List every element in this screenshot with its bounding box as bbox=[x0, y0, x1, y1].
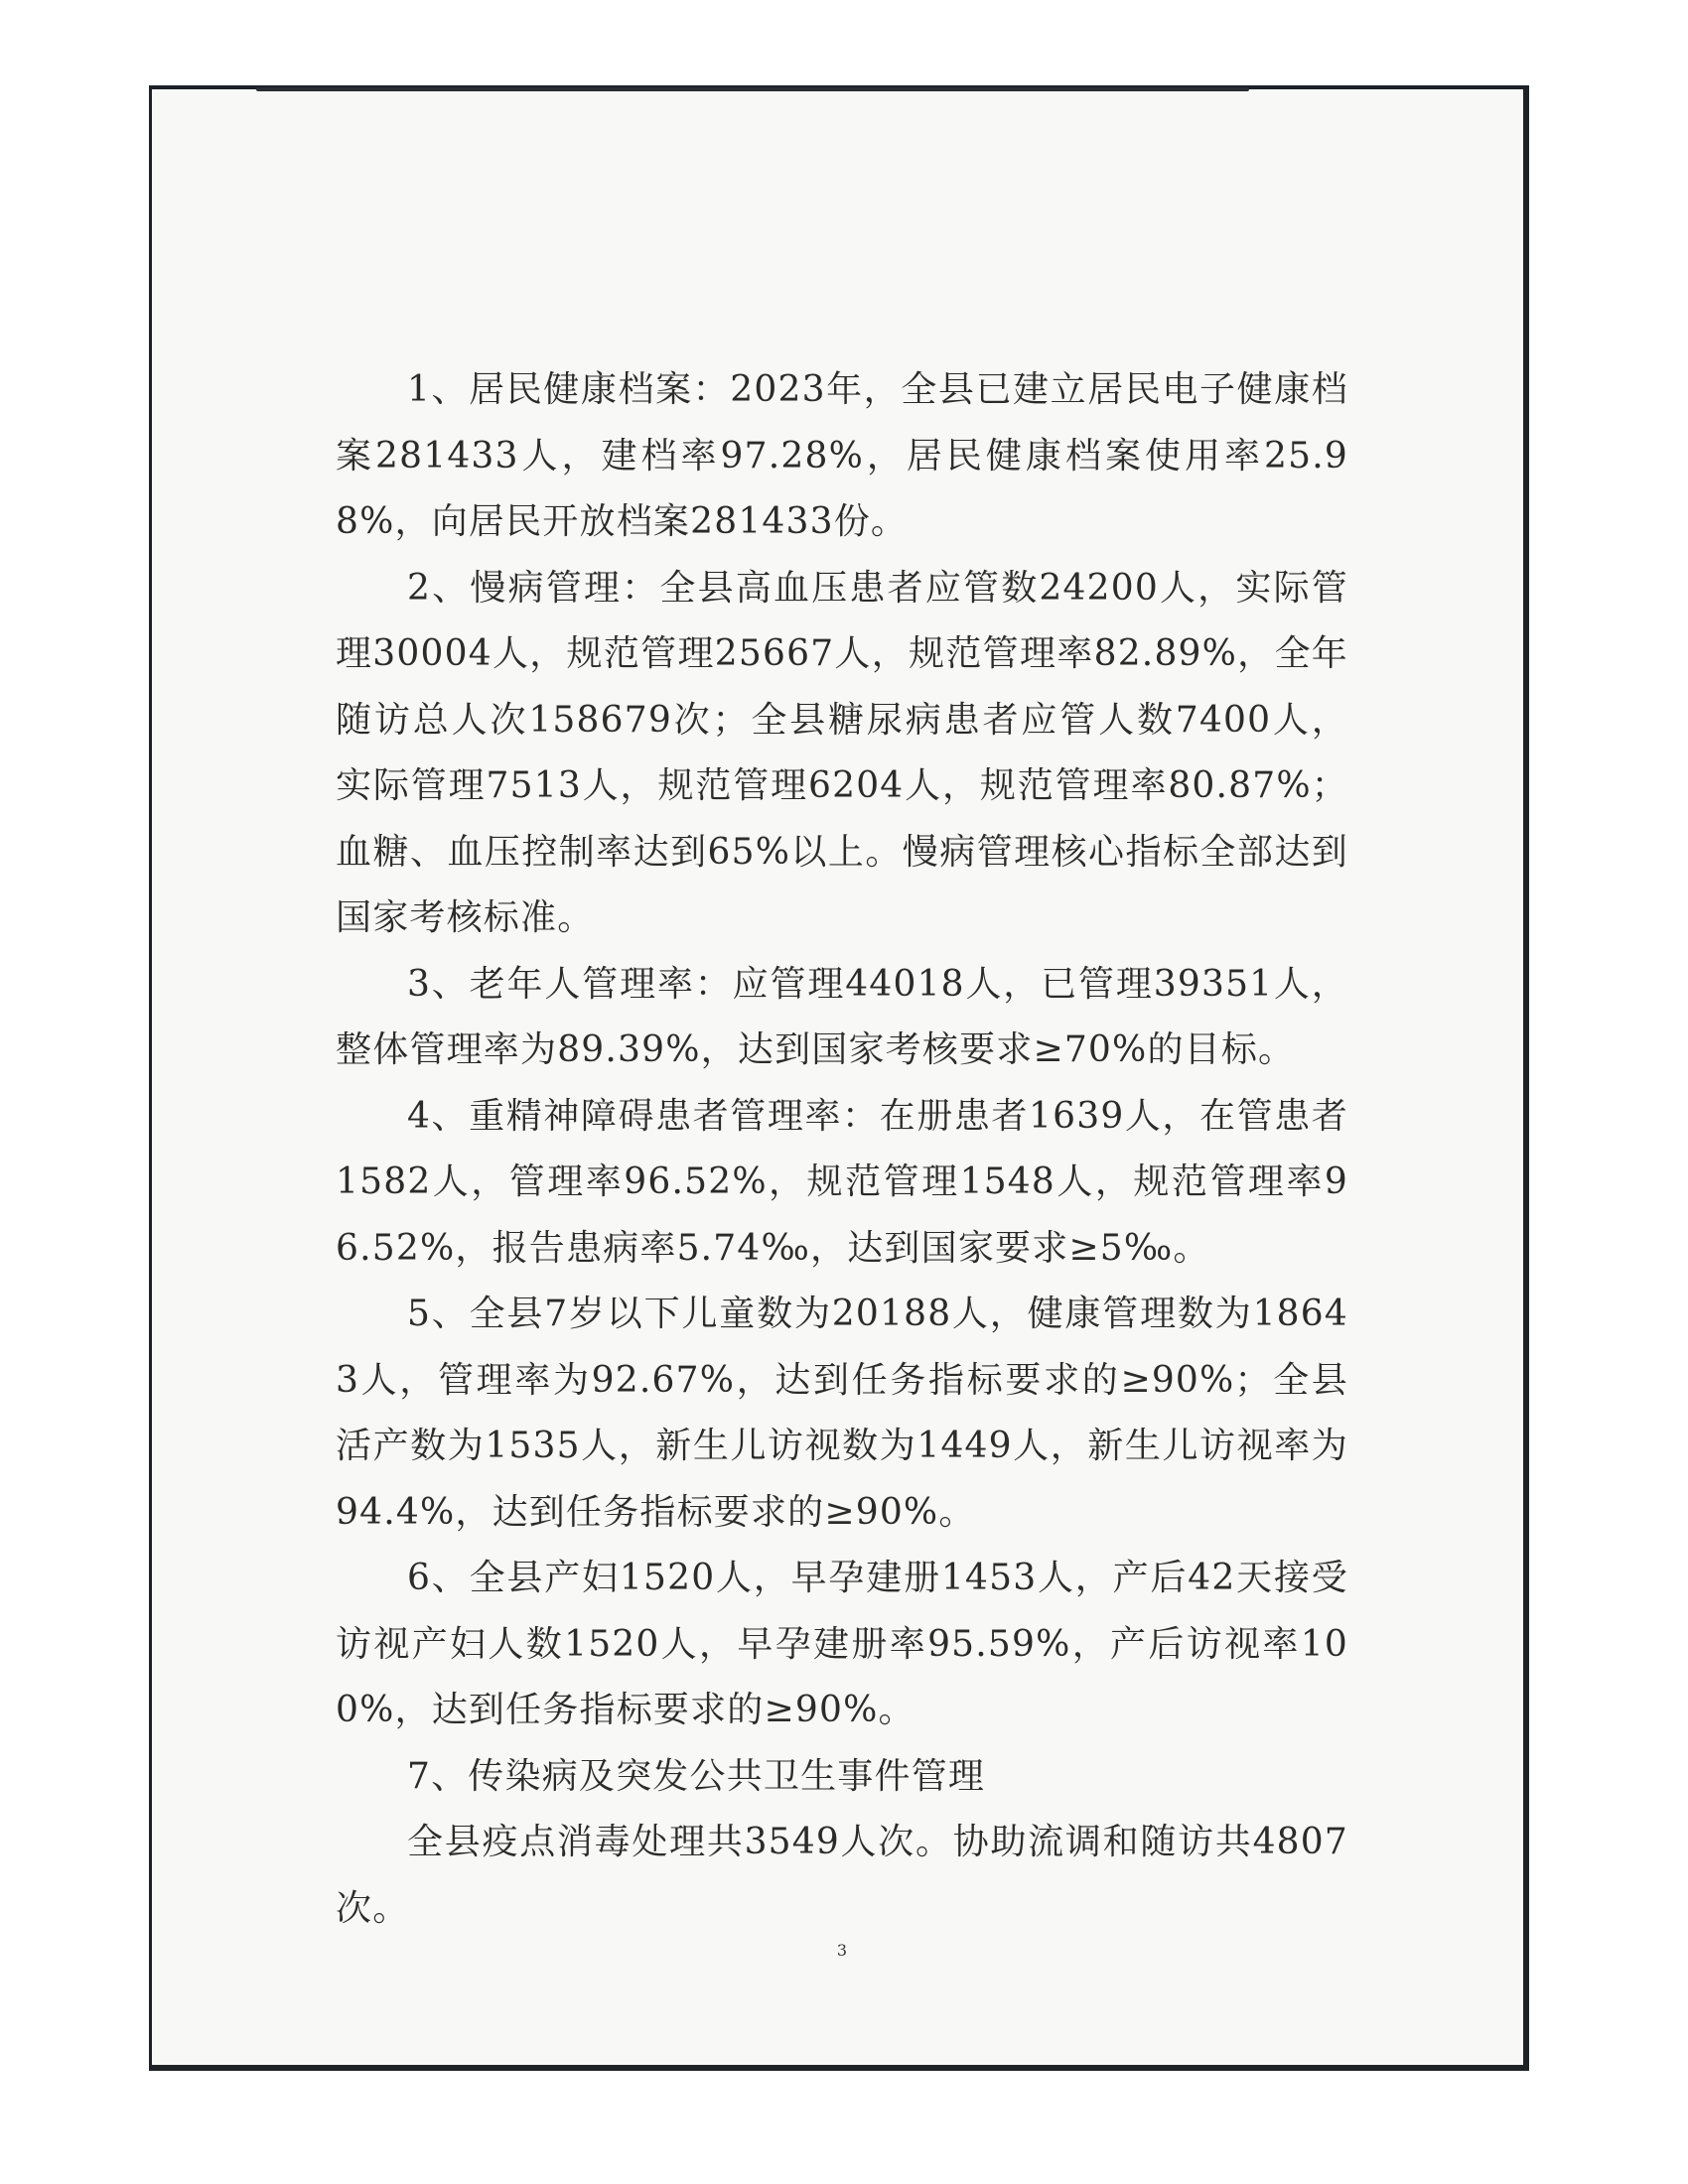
paper-top-edge bbox=[256, 87, 1249, 91]
paragraph-maternal-health: 6、全县产妇1520人，早孕建册1453人，产后42天接受访视产妇人数1520人，早孕建册率95.59%，产后访视率100%，达到任务指标要求的≥90%。 bbox=[336, 1558, 1348, 1730]
page-number: 3 bbox=[836, 1941, 848, 1960]
paragraph-child-health: 5、全县7岁以下儿童数为20188人，健康管理数为18643人，管理率为92.67%，达到任务指标要求的≥90%；全县活产数为1535人，新生儿访视数为1449人，新生儿访视率为94.4%，达到任务指标要求的≥90%。 bbox=[336, 1294, 1348, 1533]
paragraph-chronic-disease: 2、慢病管理：全县高血压患者应管数24200人，实际管理30004人，规范管理25667人，规范管理率82.89%，全年随访总人次158679次；全县糖尿病患者应管人数7400人，实际管理7513人，规范管理6204人，规范管理率80.87%；血糖、血压控制率达到65%以上。慢病管理核心指标全部达到国家考核标准。 bbox=[336, 567, 1348, 938]
paragraph-health-records: 1、居民健康档案：2023年，全县已建立居民电子健康档案281433人，建档率97.28%，居民健康档案使用率25.98%，向居民开放档案281433份。 bbox=[336, 369, 1348, 542]
paragraph-mental-disorder: 4、重精神障碍患者管理率：在册患者1639人，在管患者1582人，管理率96.52%，规范管理1548人，规范管理率96.52%，报告患病率5.74‰，达到国家要求≥5‰。 bbox=[336, 1095, 1348, 1269]
paragraph-elderly-management: 3、老年人管理率：应管理44018人，已管理39351人，整体管理率为89.39%，达到国家考核要求≥70%的目标。 bbox=[336, 963, 1348, 1070]
document-body bbox=[336, 357, 1348, 1942]
paragraph-infectious-disease-heading: 7、传染病及突发公共卫生事件管理 bbox=[407, 1755, 986, 1797]
paragraph-disinfection: 全县疫点消毒处理共3549人次。协助流调和随访共4807次。 bbox=[336, 1822, 1348, 1929]
